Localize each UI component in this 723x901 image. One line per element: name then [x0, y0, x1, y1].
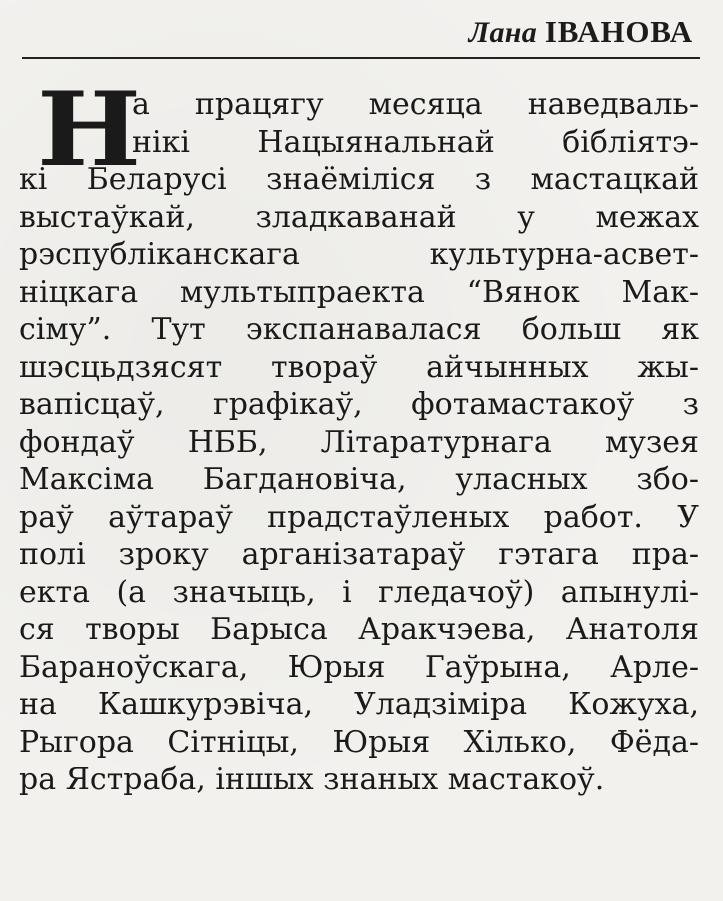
article-line-text: екта (а значыць, і гледачоў) апынулі- — [19, 574, 699, 610]
article-line — [19, 199, 699, 237]
article-body — [19, 70, 699, 799]
article-line-text: нікі Нацыянальнай бібліятэ- — [132, 124, 699, 160]
article-line — [19, 124, 699, 162]
article-line — [19, 311, 699, 349]
author-surname: ІВАНОВА — [544, 14, 693, 49]
article-line — [19, 386, 699, 424]
article-line-text: ра Ястраба, іншых знаных мастакоў. — [19, 762, 605, 797]
article-line-text: Максіма Багдановіча, уласных збо- — [19, 462, 699, 497]
article-line-text: ся творы Барыса Аракчэева, Анатоля — [19, 612, 699, 647]
article-line — [19, 424, 699, 462]
article-line-text: ніцкага мультыпраекта “Вянок Мак- — [19, 274, 699, 310]
article-line-text: полі зроку арганізатараў гэтага пра- — [19, 537, 699, 572]
article-line — [19, 499, 699, 537]
article-line-text: Бараноўскага, Юрыя Гаўрына, Арле- — [19, 649, 699, 685]
article-line — [19, 236, 699, 274]
drop-cap: Н — [37, 70, 142, 190]
article-line — [19, 86, 699, 124]
article-line-text: Рыгора Сітніцы, Юрыя Хілько, Фёда- — [19, 724, 699, 760]
article-line-text: на Кашкурэвіча, Уладзіміра Кожуха, — [19, 687, 699, 722]
article-line — [19, 611, 699, 649]
article-line-text: а працягу месяца наведваль- — [132, 87, 699, 122]
header-rule — [22, 57, 700, 59]
article-line — [19, 161, 699, 199]
author-first-name: Лана — [468, 16, 538, 49]
article-line-text: вапісцаў, графікаў, фотамастакоў з — [19, 387, 699, 422]
article-line — [19, 761, 699, 799]
article-line-text: сіму”. Тут экспанавалася больш як — [19, 312, 699, 347]
article-line — [19, 536, 699, 574]
article-line — [19, 274, 699, 312]
author-byline — [469, 14, 693, 51]
article-line-text: раў аўтараў прадстаўленых работ. У — [19, 499, 699, 535]
article-line-text: выстаўкай, зладкаванай у межах — [19, 199, 699, 235]
article-line — [19, 349, 699, 387]
article-line-text: рэспубліканскага культурна-асвет- — [19, 237, 699, 272]
article-line — [19, 724, 699, 762]
article-line-text: шэсцьдзясят твораў айчынных жы- — [19, 349, 699, 385]
article-line-text: фондаў НББ, Літаратурнага музея — [19, 424, 699, 460]
article-line-text: кі Беларусі знаёміліся з мастацкай — [19, 162, 699, 197]
article-line — [19, 649, 699, 687]
article-line — [19, 461, 699, 499]
article-line — [19, 686, 699, 724]
article-line — [19, 574, 699, 612]
